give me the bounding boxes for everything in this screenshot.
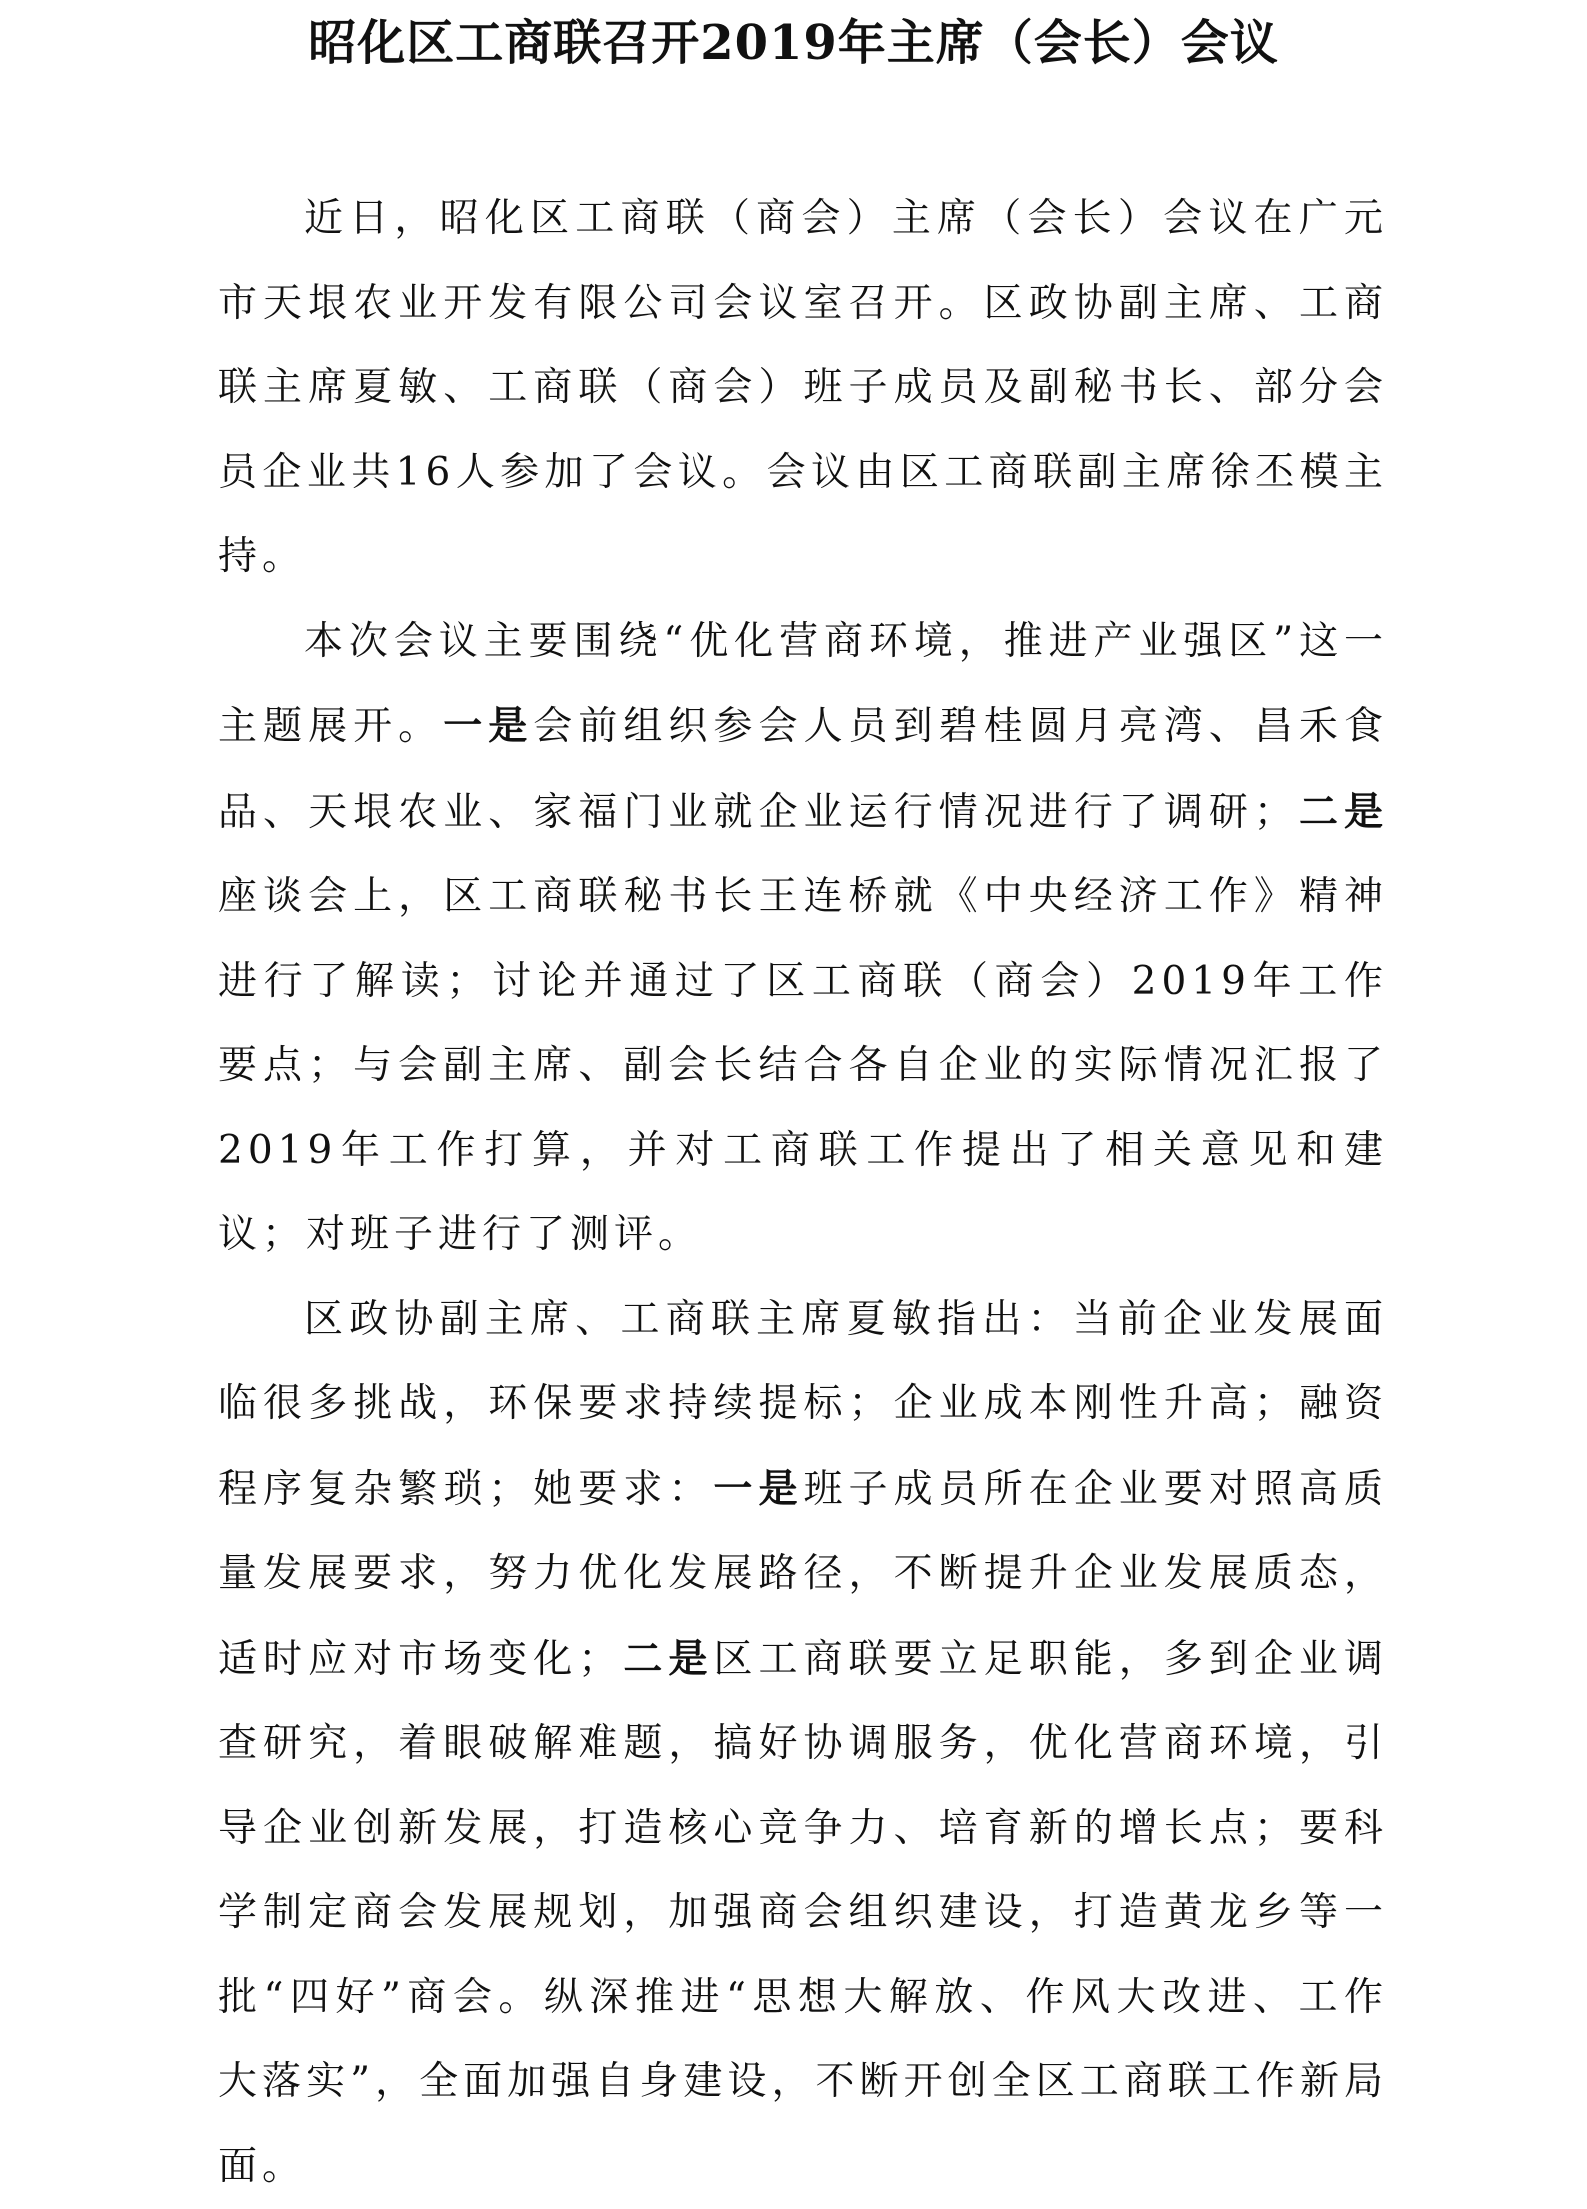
emphasis-second: 二是: [1298, 789, 1388, 835]
paragraph-text: 班子成员所在企业要对照高质量发展要求，努力优化发展路径，不断提升企业发展质态，适时应对市场变化；: [218, 1467, 1388, 1682]
emphasis-second: 二是: [622, 1636, 713, 1682]
paragraph-2: [218, 600, 1388, 1278]
emphasis-first: 一是: [443, 703, 533, 749]
document-body: [218, 177, 1388, 2209]
document-title: 昭化区工商联召开2019年主席（会长）会议: [0, 8, 1587, 78]
paragraph-text: 本次会议主要围绕“优化营商环境，推进产业强区”这一主题展开。: [218, 619, 1388, 750]
paragraph-text: 近日，昭化区工商联（商会）主席（会长）会议在广元市天垠农业开发有限公司会议室召开。区政协副主席、工商联主席夏敏、工商联（商会）班子成员及副秘书长、部分会员企业共16人参加了会议。会议由区工商联副主席徐丕模主持。: [218, 196, 1388, 579]
paragraph-text: 座谈会上，区工商联秘书长王连桥就《中央经济工作》精神进行了解读；讨论并通过了区工商联（商会）2019年工作要点；与会副主席、副会长结合各自企业的实际情况汇报了2019年工作打算，并对工商联工作提出了相关意见和建议；对班子进行了测评。: [218, 874, 1388, 1257]
paragraph-1: [218, 177, 1388, 600]
emphasis-first: 一是: [713, 1466, 803, 1512]
paragraph-text: 区工商联要立足职能，多到企业调查研究，着眼破解难题，搞好协调服务，优化营商环境，引导企业创新发展，打造核心竞争力、培育新的增长点；要科学制定商会发展规划，加强商会组织建设，打造黄龙乡等一批“四好”商会。纵深推进“思想大解放、作风大改进、工作大落实”，全面加强自身建设，不断开创全区工商联工作新局面。: [218, 1637, 1388, 2189]
paragraph-3: [218, 1278, 1388, 2209]
paragraph-text: 会前组织参会人员到碧桂圆月亮湾、昌禾食品、天垠农业、家福门业就企业运行情况进行了调研；: [218, 704, 1388, 835]
paragraph-text: 区政协副主席、工商联主席夏敏指出：当前企业发展面临很多挑战，环保要求持续提标；企业成本刚性升高；融资程序复杂繁琐；她要求：: [218, 1297, 1388, 1512]
